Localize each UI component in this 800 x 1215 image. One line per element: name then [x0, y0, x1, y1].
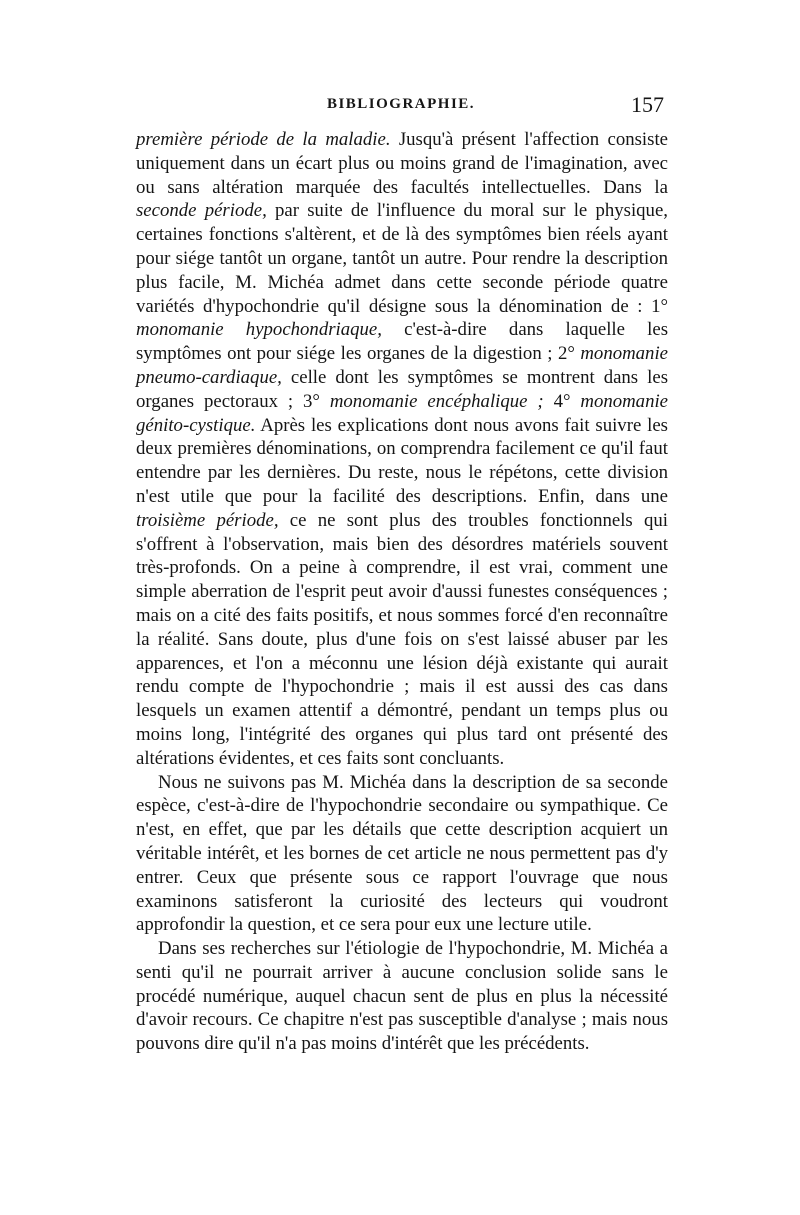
running-header: [138, 92, 664, 122]
italic-run: monomanie encéphalique ;: [329, 390, 544, 412]
text-run: Jusqu'à présent l'affection consiste uniquement dans un écart plus ou moins grand de l'imagination, avec ou sans altération marquée des facultés intellectuelles. Dans la: [136, 129, 668, 198]
text-run: Après les explications dont nous avons fait suivre les deux premières dénominations, on comprendra facilement ce qu'il faut entendre par les dernières. Du reste, nous le répétons, cette division n'est utile que pour la facilité des descriptions. Enfin, dans une: [136, 414, 668, 507]
italic-run: monomanie pneumo-cardiaque,: [136, 343, 668, 388]
italic-run: monomanie génito-cystique.: [136, 390, 669, 436]
italic-run: monomanie hypochondriaque,: [136, 319, 382, 341]
paragraph: [136, 937, 668, 1056]
text-run: c'est-à-dire dans laquelle les symptômes ont pour siége les organes de la digestion ; 2°: [136, 319, 669, 365]
text-run: Nous ne suivons pas M. Michéa dans la description de sa seconde espèce, c'est-à-dire de l'hypochondrie secondaire ou sympathique. Ce n'est, en effet, que par les détails que cette description acquiert un véritable intérêt, et les bornes de cet article ne nous permettent pas d'y entrer. Ceux que présente sous ce rapport l'ouvrage que nous examinons satisferont la curiosité des lecteurs qui voudront approfondir la question, et ce sera pour eux une lecture utile.: [136, 771, 668, 936]
italic-run: troisième période,: [136, 509, 279, 531]
body-text: [136, 128, 668, 1056]
text-run: par suite de l'influence du moral sur le physique, certaines fonctions s'altèrent, et de là des symptômes bien réels ayant pour siége tantôt un organe, tantôt un autre. Pour rendre la description plus facile, M. Michéa admet dans cette seconde période quatre variétés d'hypochondrie qu'il désigne sous la dénomination de : 1°: [136, 200, 668, 317]
text-run: celle dont les symptômes se montrent dans les organes pectoraux ; 3°: [136, 366, 668, 412]
paragraph: [136, 771, 668, 938]
paragraph: [136, 128, 668, 771]
page-number: 157: [631, 92, 664, 117]
text-run: Dans ses recherches sur l'étiologie de l'hypochondrie, M. Michéa a senti qu'il ne pourrait arriver à aucune conclusion solide sans le procédé numérique, auquel chacun sent de plus en plus la nécessité d'avoir recours. Ce chapitre n'est pas susceptible d'analyse ; mais nous pouvons dire qu'il n'a pas moins d'intérêt que les précédents.: [136, 938, 668, 1055]
italic-run: première période de la maladie.: [136, 129, 391, 150]
header-title: BIBLIOGRAPHIE.: [326, 96, 476, 112]
text-run: ce ne sont plus des troubles fonctionnels qui s'offrent à l'observation, mais bien des désordres matériels souvent très-profonds. On a peine à comprendre, il est vrai, comment une simple aberration de l'esprit peut avoir d'aussi funestes conséquences ; mais on a cité des faits positifs, et nous sommes forcé d'en reconnaître la réalité. Sans doute, plus d'une fois on s'est laissé abuser par les apparences, et l'on a méconnu une lésion déjà existante qui aurait rendu compte de l'hypochondrie ; mais il est aussi des cas dans lesquels un examen attentif a démontré, pendant un temps plus ou moins long, l'intégrité des organes qui plus tard ont présenté des altérations évidentes, et ces faits sont concluants.: [136, 509, 668, 769]
text-run: 4°: [543, 390, 581, 412]
italic-run: seconde période,: [136, 200, 267, 222]
